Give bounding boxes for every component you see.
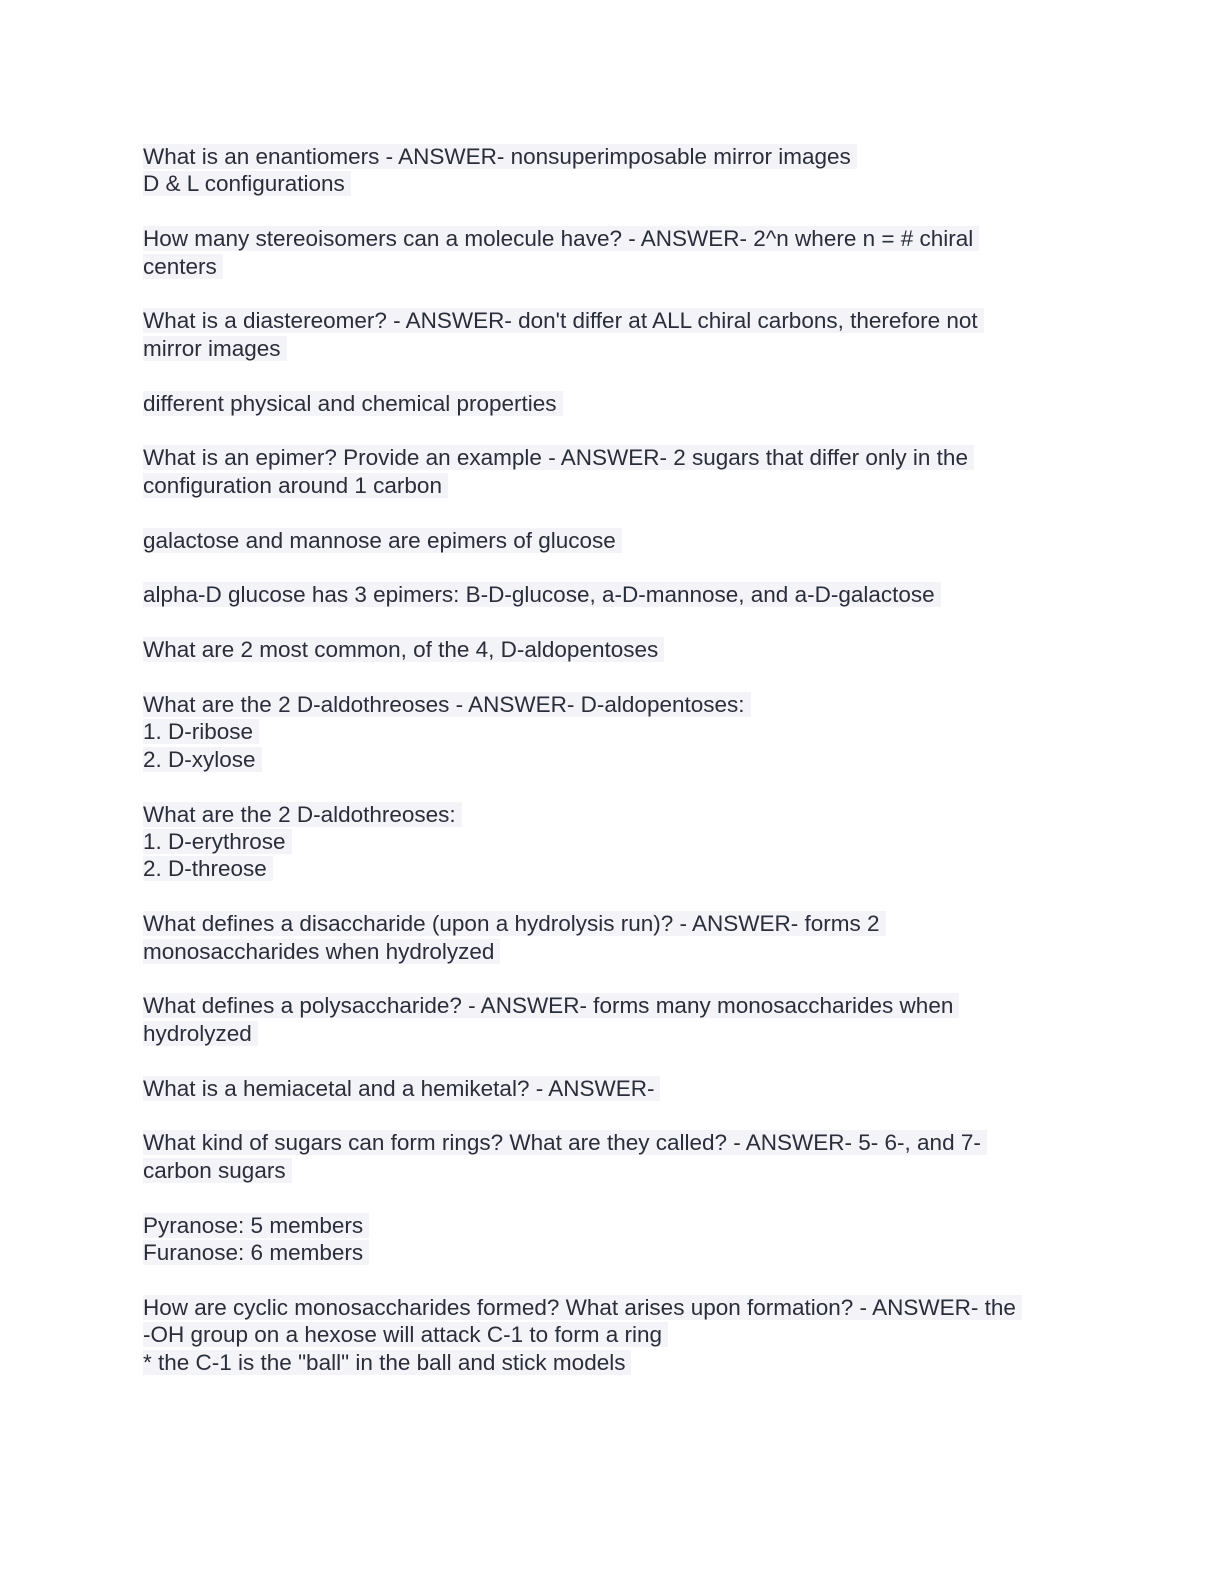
qa-block-aldothreoses-pentoses	[143, 691, 1083, 773]
note-block-aldothreoses	[143, 801, 1083, 883]
text-line	[143, 1239, 1083, 1266]
text-line	[143, 910, 1083, 937]
qa-block-polysaccharide	[143, 992, 1083, 1047]
text-line	[143, 581, 1083, 608]
text-line-content: What is a diastereomer? - ANSWER- don't differ at ALL chiral carbons, therefore not	[143, 308, 984, 333]
text-line	[143, 225, 1083, 252]
text-line	[143, 992, 1083, 1019]
text-line	[143, 746, 1083, 773]
text-line	[143, 1075, 1083, 1102]
text-line-content: What is an epimer? Provide an example - ANSWER- 2 sugars that differ only in the	[143, 445, 974, 470]
text-line	[143, 253, 1083, 280]
text-line	[143, 307, 1083, 334]
text-line	[143, 855, 1083, 882]
text-line-content: 1. D-erythrose	[143, 829, 292, 854]
text-line-content: 2. D-threose	[143, 856, 273, 881]
text-line-content: centers	[143, 254, 223, 279]
text-line-content: mirror images	[143, 336, 287, 361]
text-line-content: monosaccharides when hydrolyzed	[143, 939, 500, 964]
text-line	[143, 1294, 1083, 1321]
text-line-content: alpha-D glucose has 3 epimers: B-D-glucose, a-D-mannose, and a-D-galactose	[143, 582, 941, 607]
note-block-epimers-glucose	[143, 527, 1083, 554]
text-line-content: Pyranose: 5 members	[143, 1213, 369, 1238]
text-line-content: * the C-1 is the "ball" in the ball and stick models	[143, 1350, 631, 1375]
text-line	[143, 444, 1083, 471]
text-line-content: 1. D-ribose	[143, 719, 259, 744]
text-line-content: What kind of sugars can form rings? What are they called? - ANSWER- 5- 6-, and 7-	[143, 1130, 987, 1155]
text-line	[143, 335, 1083, 362]
qa-block-hemiacetal	[143, 1075, 1083, 1102]
text-line-content: -OH group on a hexose will attack C-1 to form a ring	[143, 1322, 668, 1347]
text-line-content: What are 2 most common, of the 4, D-aldopentoses	[143, 637, 664, 662]
text-line	[143, 527, 1083, 554]
text-line	[143, 691, 1083, 718]
qa-block-epimer	[143, 444, 1083, 499]
document-page	[143, 143, 1083, 1403]
text-line	[143, 390, 1083, 417]
text-line	[143, 1349, 1083, 1376]
text-line-content: 2. D-xylose	[143, 747, 262, 772]
text-line	[143, 636, 1083, 663]
text-line	[143, 828, 1083, 855]
text-line-content: What defines a disaccharide (upon a hydrolysis run)? - ANSWER- forms 2	[143, 911, 886, 936]
note-block-properties	[143, 390, 1083, 417]
text-line-content: How are cyclic monosaccharides formed? What arises upon formation? - ANSWER- the	[143, 1295, 1022, 1320]
text-line-content: galactose and mannose are epimers of glucose	[143, 528, 622, 553]
text-line-content: What is a hemiacetal and a hemiketal? - ANSWER-	[143, 1076, 660, 1101]
qa-block-cyclic-monosaccharides	[143, 1294, 1083, 1376]
qa-block-stereoisomers	[143, 225, 1083, 280]
text-line-content: D & L configurations	[143, 171, 351, 196]
text-line-content: different physical and chemical properties	[143, 391, 563, 416]
note-block-alpha-d-glucose	[143, 581, 1083, 608]
qa-block-disaccharide	[143, 910, 1083, 965]
text-line-content: carbon sugars	[143, 1158, 292, 1183]
text-line	[143, 143, 1083, 170]
text-line	[143, 472, 1083, 499]
text-line	[143, 801, 1083, 828]
qa-block-ring-sugars	[143, 1129, 1083, 1184]
text-line-content: configuration around 1 carbon	[143, 473, 448, 498]
text-line-content: What defines a polysaccharide? - ANSWER- forms many monosaccharides when	[143, 993, 959, 1018]
text-line	[143, 170, 1083, 197]
note-block-pyranose-furanose	[143, 1212, 1083, 1267]
text-line	[143, 1129, 1083, 1156]
text-line-content: What are the 2 D-aldothreoses - ANSWER- D-aldopentoses:	[143, 692, 751, 717]
text-line-content: What are the 2 D-aldothreoses:	[143, 802, 462, 827]
qa-block-diastereomer	[143, 307, 1083, 362]
text-line-content: How many stereoisomers can a molecule have? - ANSWER- 2^n where n = # chiral	[143, 226, 979, 251]
qa-block-enantiomers	[143, 143, 1083, 198]
text-line-content: Furanose: 6 members	[143, 1240, 369, 1265]
text-line	[143, 1157, 1083, 1184]
text-line	[143, 938, 1083, 965]
text-line-content: What is an enantiomers - ANSWER- nonsuperimposable mirror images	[143, 144, 857, 169]
text-line	[143, 1321, 1083, 1348]
text-line	[143, 1020, 1083, 1047]
text-line-content: hydrolyzed	[143, 1021, 258, 1046]
note-block-aldopentoses	[143, 636, 1083, 663]
text-line	[143, 718, 1083, 745]
text-line	[143, 1212, 1083, 1239]
